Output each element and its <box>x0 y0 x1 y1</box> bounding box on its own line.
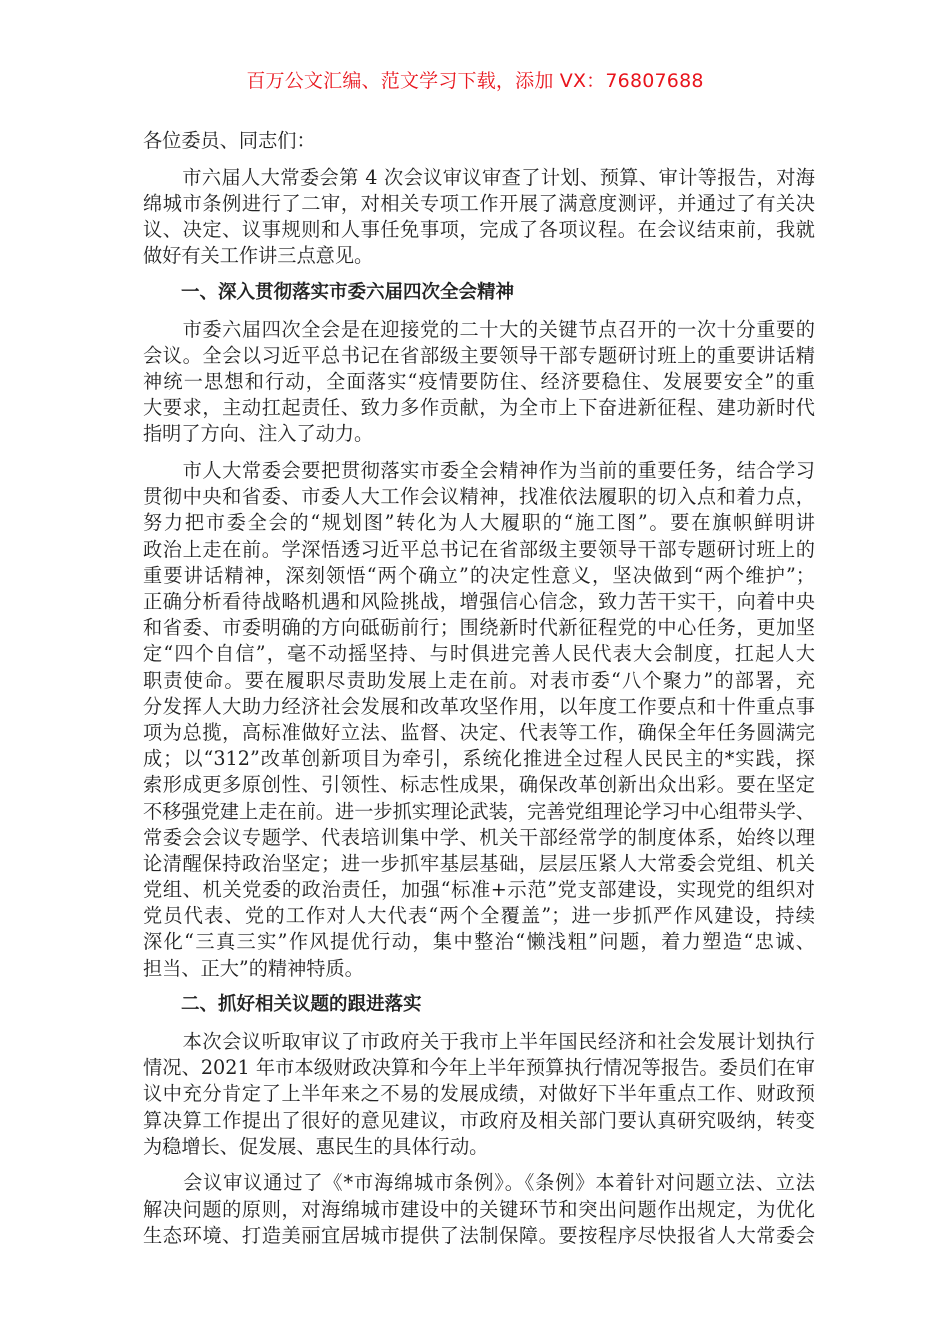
text-line: 指明了方向、注入了动力。 <box>143 422 374 446</box>
paragraph-gap <box>143 1160 815 1171</box>
text-line: 会议。全会以习近平总书记在省部级主要领导干部专题研讨班上的重要讲话精 <box>143 343 815 367</box>
text-line: 市委六届四次全会是在迎接党的二十大的关键节点召开的一次十分重要的 <box>143 317 815 341</box>
text-line: 定“四个自信”，毫不动摇坚持、与时俱进完善人民代表大会制度，扛起人大 <box>143 642 815 666</box>
paragraph-intro <box>143 165 815 270</box>
text-line: 生态环境、打造美丽宜居城市提供了法制保障。要按程序尽快报省人大常委会 <box>143 1223 815 1247</box>
paragraph-reports <box>143 1029 815 1160</box>
text-line: 和省委、市委明确的方向砥砺前行；围绕新时代新征程党的中心任务，更加坚 <box>143 616 815 640</box>
paragraph-tasks <box>143 458 815 982</box>
text-line: 党员代表、党的工作对人大代表“两个全覆盖”；进一步抓严作风建设，持续 <box>143 904 815 928</box>
text-line: 做好有关工作讲三点意见。 <box>143 244 374 268</box>
text-line: 正确分析看待战略机遇和风险挑战，增强信心信念，致力苦干实干，向着中央 <box>143 590 815 613</box>
document-body <box>143 128 815 1249</box>
text-line: 贯彻中央和省委、市委人大工作会议精神，找准依法履职的切入点和着力点， <box>143 485 815 509</box>
text-line: 项为总揽，高标准做好立法、监督、决定、代表等工作，确保全年任务圆满完 <box>143 720 815 744</box>
text-line: 努力把市委全会的“规划图”转化为人大履职的“施工图”。要在旗帜鲜明讲 <box>143 511 815 535</box>
text-line: 论清醒保持政治坚定；进一步抓牢基层基础，层层压紧人大常委会党组、机关 <box>143 851 815 875</box>
text-line: 党组、机关党委的政治责任，加强“标准+示范”党支部建设，实现党的组织对 <box>143 878 815 902</box>
paragraph-gap <box>143 269 815 280</box>
text-line: 重要讲话精神，深刻领悟“两个确立”的决定性意义，坚决做到“两个维护”； <box>143 563 815 587</box>
paragraph-gap <box>143 448 815 459</box>
text-line: 情况、2021 年市本级财政决算和今年上半年预算执行情况等报告。委员们在审 <box>143 1056 815 1080</box>
text-line: 担当、正大”的精神特质。 <box>143 956 364 980</box>
text-line: 神统一思想和行动，全面落实“疫情要防住、经济要稳住、发展要安全”的重 <box>143 370 815 393</box>
text-line: 成；以“312”改革创新项目为牵引，系统化推进全过程人民民主的*实践，探 <box>143 747 815 771</box>
text-line: 解决问题的原则，对海绵城市建设中的关键环节和突出问题作出规定，为优化 <box>143 1197 815 1221</box>
text-line: 深化“三真三实”作风提优行动，集中整治“懒浅粗”问题，着力塑造“忠诚、 <box>143 930 815 954</box>
text-line: 绵城市条例进行了二审，对相关专项工作开展了满意度测评，并通过了有关决 <box>143 191 815 215</box>
text-line: 为稳增长、促发展、惠民生的具体行动。 <box>143 1134 489 1158</box>
text-line: 议、决定、议事规则和人事任免事项，完成了各项议程。在会议结束前，我就 <box>143 218 815 242</box>
paragraph-plenary <box>143 317 815 448</box>
text-line: 职责使命。要在履职尽责助发展上走在前。对表市委“八个聚力”的部署，充 <box>143 668 815 692</box>
text-line: 不移强党建上走在前。进一步抓实理论武装，完善党组理论学习中心组带头学、 <box>143 799 815 823</box>
section-heading-1: 一、深入贯彻落实市委六届四次全会精神 <box>181 281 515 303</box>
paragraph-regulation <box>143 1170 815 1249</box>
text-line: 政治上走在前。学深悟透习近平总书记在省部级主要领导干部专题研讨班上的 <box>143 537 815 561</box>
paragraph-gap <box>143 306 815 317</box>
text-line: 议中充分肯定了上半年来之不易的发展成绩，对做好下半年重点工作、财政预 <box>143 1082 815 1106</box>
text-line: 算决算工作提出了很好的意见建议，市政府及相关部门要认真研究吸纳，转变 <box>143 1108 815 1132</box>
paragraph-gap <box>143 982 815 993</box>
text-line: 大要求，主动扛起责任、致力多作贡献，为全市上下奋进新征程、建功新时代 <box>143 396 815 420</box>
download-banner: 百万公文汇编、范文学习下载，添加 VX：76807688 <box>246 70 704 92</box>
text-line: 分发挥人大助力经济社会发展和改革攻坚作用，以年度工作要点和十件重点事 <box>143 694 815 718</box>
text-line: 本次会议听取审议了市政府关于我市上半年国民经济和社会发展计划执行 <box>143 1030 815 1053</box>
paragraph-gap <box>143 1019 815 1030</box>
text-line: 市人大常委会要把贯彻落实市委全会精神作为当前的重要任务，结合学习 <box>143 459 815 483</box>
section-heading-2: 二、抓好相关议题的跟进落实 <box>181 994 422 1016</box>
paragraph-gap <box>143 154 815 165</box>
text-line: 市六届人大常委会第 4 次会议审议审查了计划、预算、审计等报告，对海 <box>143 165 815 189</box>
salutation: 各位委员、同志们： <box>143 129 316 152</box>
text-line: 常委会会议专题学、代表培训集中学、机关干部经常学的制度体系，始终以理 <box>143 825 815 849</box>
text-line: 会议审议通过了《*市海绵城市条例》。《条例》本着针对问题立法、立法 <box>143 1171 815 1195</box>
text-line: 索形成更多原创性、引领性、标志性成果，确保改革创新出众出彩。要在坚定 <box>143 773 815 797</box>
